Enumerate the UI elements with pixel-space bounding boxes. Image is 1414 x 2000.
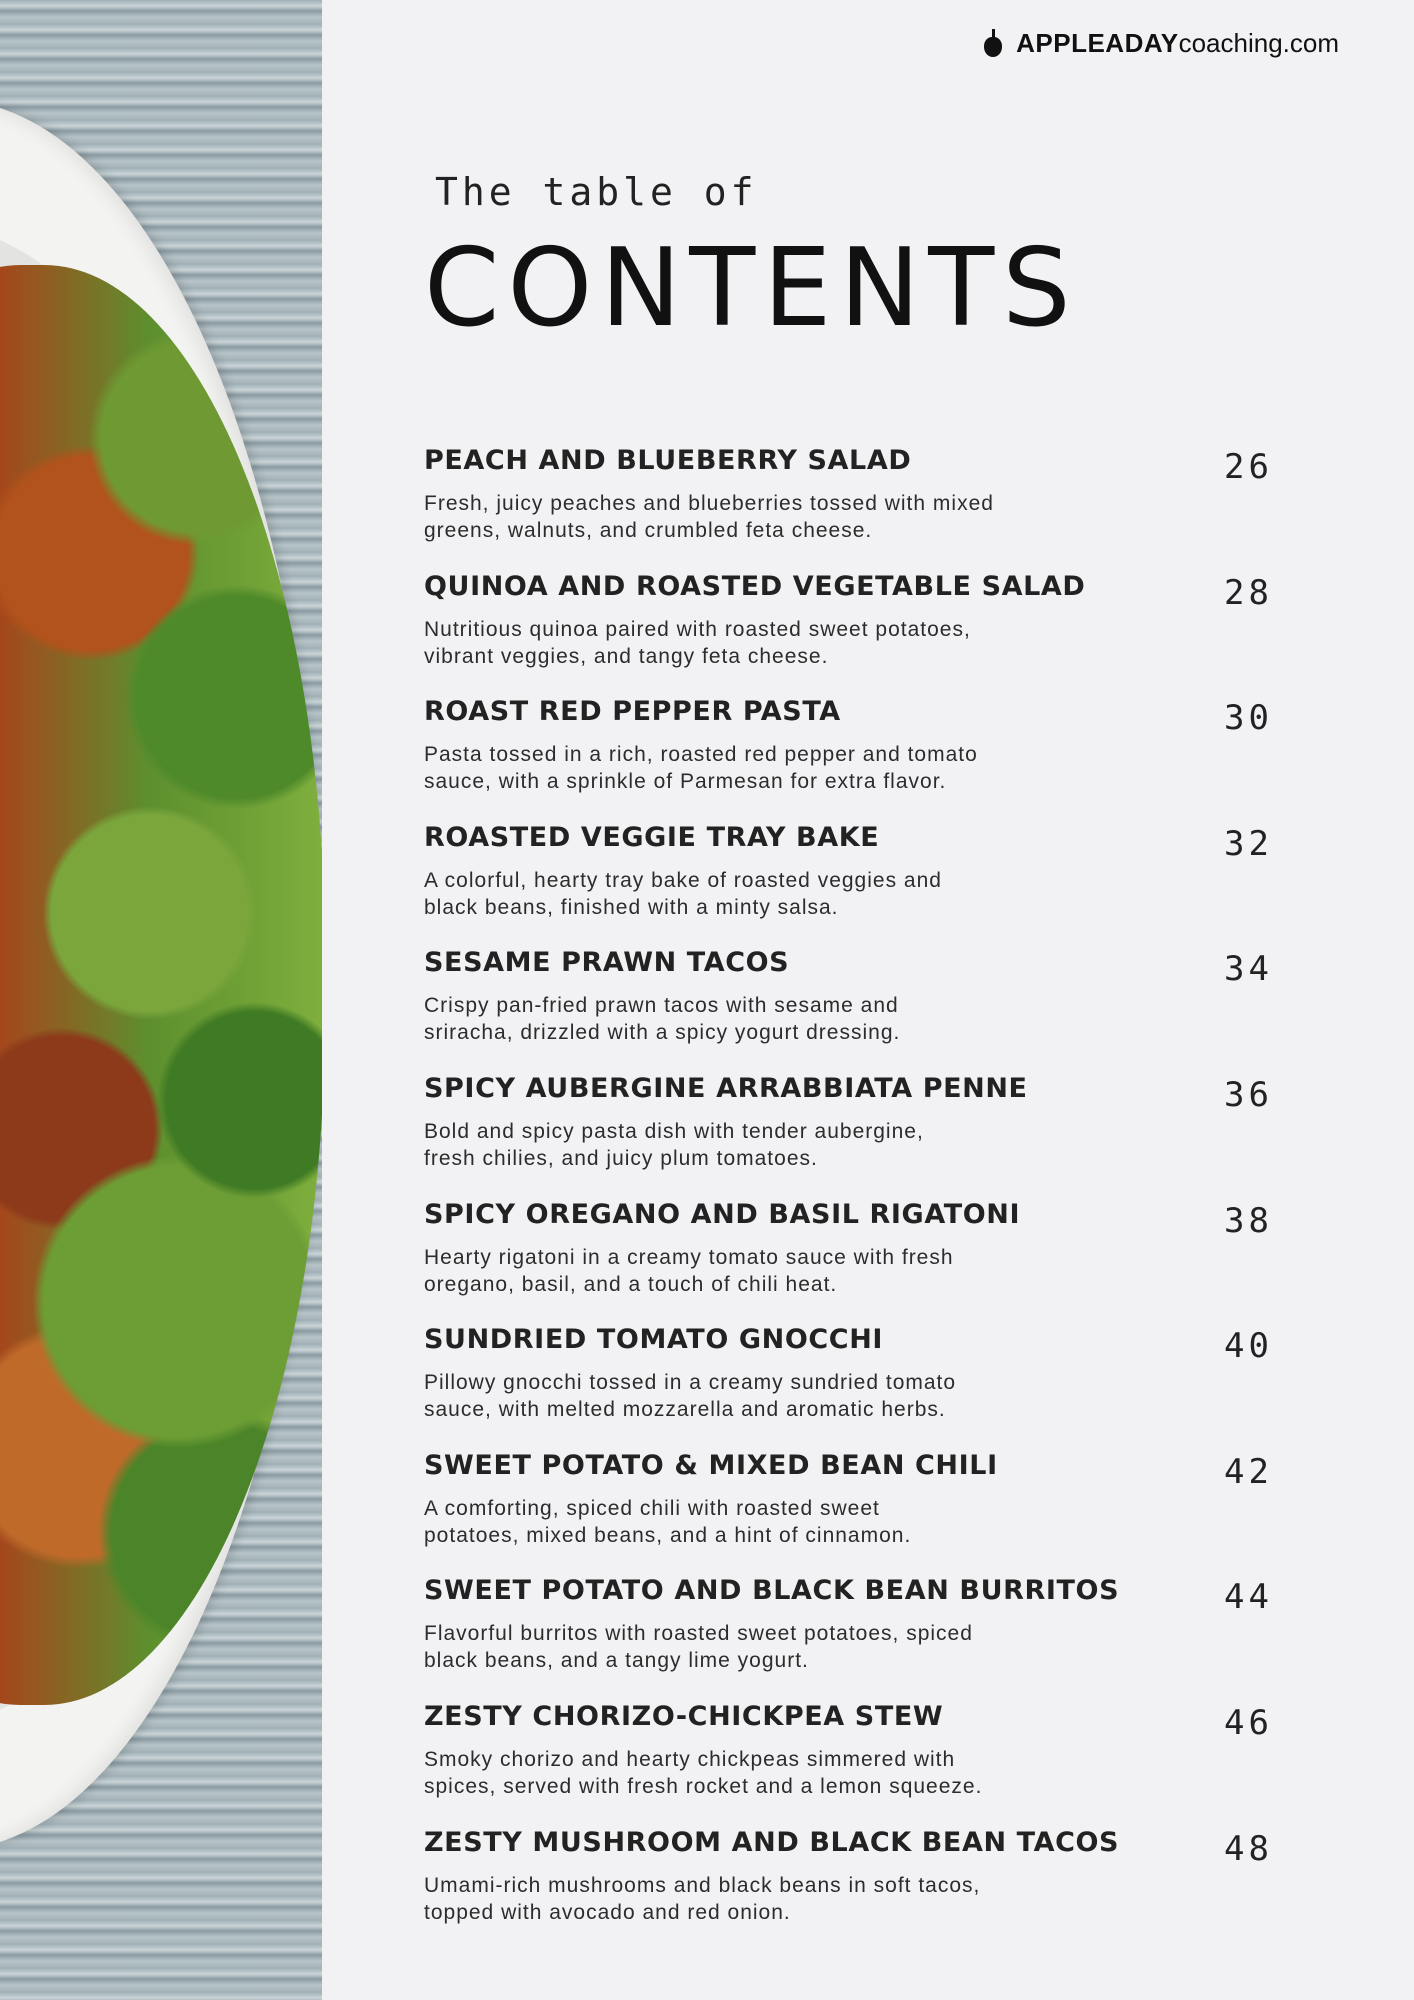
page-subtitle: The table of	[435, 170, 758, 214]
entry-page-number: 28	[1224, 572, 1273, 613]
entry-title: SUNDRIED TOMATO GNOCCHI	[424, 1324, 884, 1356]
entry-desc-line: black beans, and a tangy lime yogurt.	[424, 1649, 809, 1673]
entry-desc-line: Bold and spicy pasta dish with tender aubergine,	[424, 1119, 924, 1143]
entry-title: ZESTY MUSHROOM AND BLACK BEAN TACOS	[424, 1826, 1120, 1858]
contents-entry[interactable]	[424, 1701, 1304, 1827]
contents-entry[interactable]	[424, 1073, 1304, 1199]
food-photo	[0, 0, 322, 2000]
entry-desc-line: Pillowy gnocchi tossed in a creamy sundried tomato	[424, 1371, 957, 1395]
entry-title: SESAME PRAWN TACOS	[424, 947, 790, 979]
entry-title: ROASTED VEGGIE TRAY BAKE	[424, 821, 880, 853]
brand-name-bold: APPLEADAY	[1016, 28, 1179, 58]
entry-title: QUINOA AND ROASTED VEGETABLE SALAD	[424, 570, 1086, 602]
entry-desc-line: fresh chilies, and juicy plum tomatoes.	[424, 1146, 818, 1170]
entry-title: SWEET POTATO AND BLACK BEAN BURRITOS	[424, 1575, 1120, 1607]
entry-description	[424, 490, 1114, 544]
entry-desc-line: Crispy pan-fried prawn tacos with sesame and	[424, 994, 899, 1018]
contents-entry[interactable]	[424, 571, 1304, 697]
entry-page-number: 44	[1224, 1577, 1273, 1618]
entry-page-number: 26	[1224, 447, 1273, 487]
entry-description	[424, 1620, 1114, 1674]
entry-desc-line: potatoes, mixed beans, and a hint of cinnamon.	[424, 1523, 912, 1547]
entry-description	[424, 616, 1114, 670]
food-contents	[0, 265, 322, 1705]
entry-desc-line: Umami-rich mushrooms and black beans in soft tacos,	[424, 1873, 981, 1897]
entry-desc-line: topped with avocado and red onion.	[424, 1900, 791, 1924]
entry-desc-line: oregano, basil, and a touch of chili heat.	[424, 1272, 838, 1296]
entry-desc-line: black beans, finished with a minty salsa.	[424, 895, 839, 919]
entry-title: SPICY AUBERGINE ARRABBIATA PENNE	[424, 1072, 1028, 1104]
entry-title: SPICY OREGANO AND BASIL RIGATONI	[424, 1198, 1021, 1230]
brand-name-light: coaching.com	[1178, 28, 1339, 58]
entry-page-number: 34	[1224, 949, 1273, 990]
contents-entry[interactable]	[424, 1575, 1304, 1701]
page-title: CONTENTS	[424, 226, 1079, 351]
entry-desc-line: sriracha, drizzled with a spicy yogurt dressing.	[424, 1021, 901, 1045]
contents-entry[interactable]	[424, 445, 1304, 571]
entry-desc-line: spices, served with fresh rocket and a lemon squeeze.	[424, 1774, 983, 1798]
entry-page-number: 46	[1224, 1702, 1273, 1743]
entry-description	[424, 1369, 1114, 1423]
entry-page-number: 32	[1224, 823, 1273, 864]
entry-desc-line: A colorful, hearty tray bake of roasted veggies and	[424, 868, 942, 892]
entry-description	[424, 1244, 1114, 1298]
entry-page-number: 42	[1224, 1451, 1273, 1492]
entry-page-number: 30	[1224, 698, 1273, 739]
contents-entry[interactable]	[424, 947, 1304, 1073]
entry-desc-line: A comforting, spiced chili with roasted sweet	[424, 1496, 880, 1520]
entry-page-number: 38	[1224, 1200, 1273, 1241]
entry-description	[424, 1495, 1114, 1549]
entry-desc-line: Flavorful burritos with roasted sweet potatoes, spiced	[424, 1622, 973, 1646]
entry-description	[424, 741, 1114, 795]
entry-title: ZESTY CHORIZO-CHICKPEA STEW	[424, 1700, 944, 1732]
contents-entry[interactable]	[424, 1324, 1304, 1450]
entry-title: PEACH AND BLUEBERRY SALAD	[424, 445, 912, 476]
entry-desc-line: Hearty rigatoni in a creamy tomato sauce with fresh	[424, 1245, 954, 1269]
entry-desc-line: Fresh, juicy peaches and blueberries tossed with mixed	[424, 492, 994, 515]
entry-desc-line: Nutritious quinoa paired with roasted sweet potatoes,	[424, 617, 971, 641]
entry-description	[424, 1872, 1114, 1926]
entry-description	[424, 992, 1114, 1046]
contents-entry[interactable]	[424, 1450, 1304, 1576]
entry-desc-line: sauce, with a sprinkle of Parmesan for extra flavor.	[424, 770, 947, 794]
entry-desc-line: vibrant veggies, and tangy feta cheese.	[424, 644, 829, 668]
entry-title: ROAST RED PEPPER PASTA	[424, 696, 841, 728]
entry-description	[424, 1118, 1114, 1172]
entry-description	[424, 867, 1114, 921]
entry-desc-line: Pasta tossed in a rich, roasted red pepper and tomato	[424, 743, 978, 767]
entry-desc-line: greens, walnuts, and crumbled feta cheese.	[424, 519, 873, 542]
apple-core-icon	[982, 29, 1004, 59]
brand-logo[interactable]	[982, 28, 1339, 59]
contents-entry[interactable]	[424, 1199, 1304, 1325]
contents-entry[interactable]	[424, 1827, 1304, 1953]
entry-desc-line: sauce, with melted mozzarella and aromatic herbs.	[424, 1398, 946, 1422]
entry-title: SWEET POTATO & MIXED BEAN CHILI	[424, 1449, 998, 1481]
contents-entry[interactable]	[424, 822, 1304, 948]
contents-list	[424, 445, 1304, 1952]
entry-desc-line: Smoky chorizo and hearty chickpeas simmered with	[424, 1747, 956, 1771]
entry-page-number: 48	[1224, 1828, 1273, 1869]
entry-page-number: 36	[1224, 1074, 1273, 1115]
entry-page-number: 40	[1224, 1326, 1273, 1367]
contents-entry[interactable]	[424, 696, 1304, 822]
entry-description	[424, 1746, 1114, 1800]
